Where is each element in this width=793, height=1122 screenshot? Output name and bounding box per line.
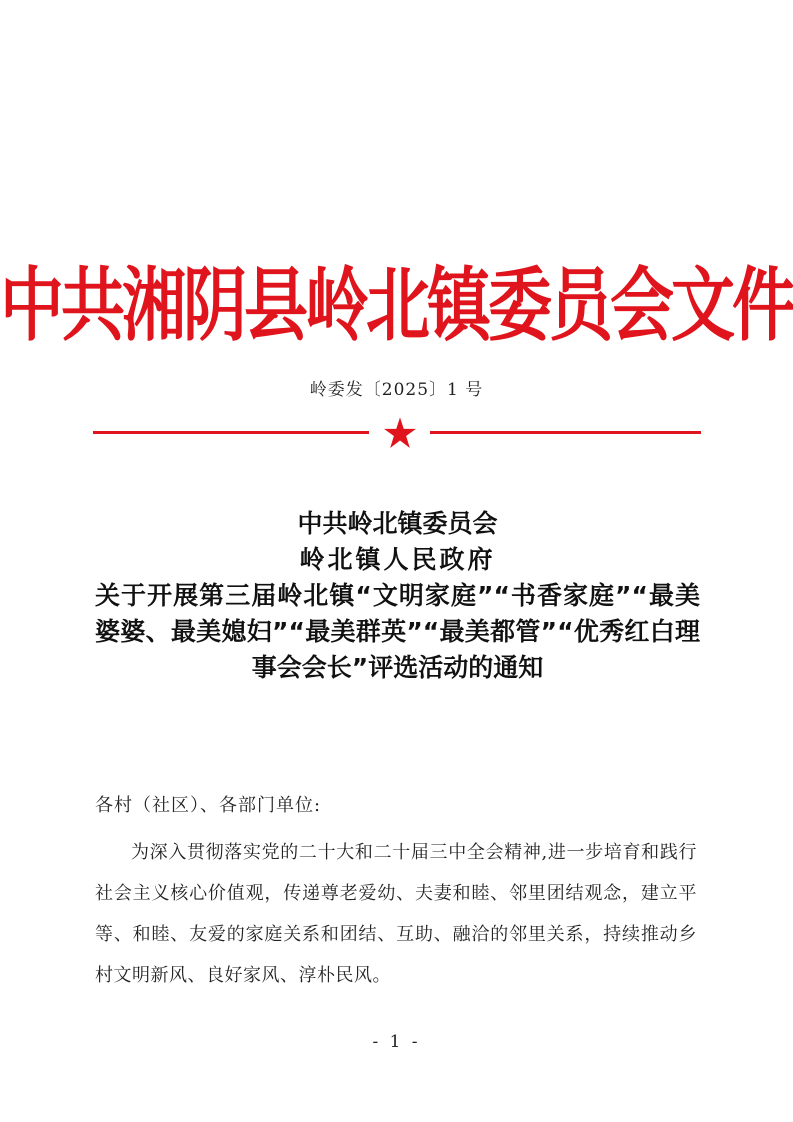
red-header-title: 中共湘阴县岭北镇委员会文件 [0, 260, 793, 353]
title-subject: 关于开展第三届岭北镇“文明家庭”“书香家庭”“最美婆婆、最美媳妇”“最美群英”“最美都管”“优秀红白理事会会长”评选活动的通知 [95, 581, 700, 682]
document-number: 岭委发〔2025〕1 号 [309, 380, 484, 400]
star-icon [383, 416, 417, 450]
salutation: 各村（社区）、各部门单位: [95, 795, 322, 816]
red-divider [93, 418, 701, 448]
title-issuer-party: 中共岭北镇委员会 [297, 509, 498, 538]
page-number: - 1 - [372, 1032, 421, 1052]
body-paragraph: 为深入贯彻落实党的二十大和二十届三中全会精神,进一步培育和践行社会主义核心价值观，传递尊老爱幼、夫妻和睦、邻里团结观念，建立平等、和睦、友爱的家庭关系和团结、互助、融洽的邻里关系，持续推动乡村文明新风、良好家风、淳朴民风。 [95, 842, 697, 986]
divider-line-left [93, 431, 369, 434]
title-issuer-government: 岭北镇人民政府 [299, 545, 496, 574]
divider-line-right [430, 431, 701, 434]
document-title [95, 506, 700, 686]
